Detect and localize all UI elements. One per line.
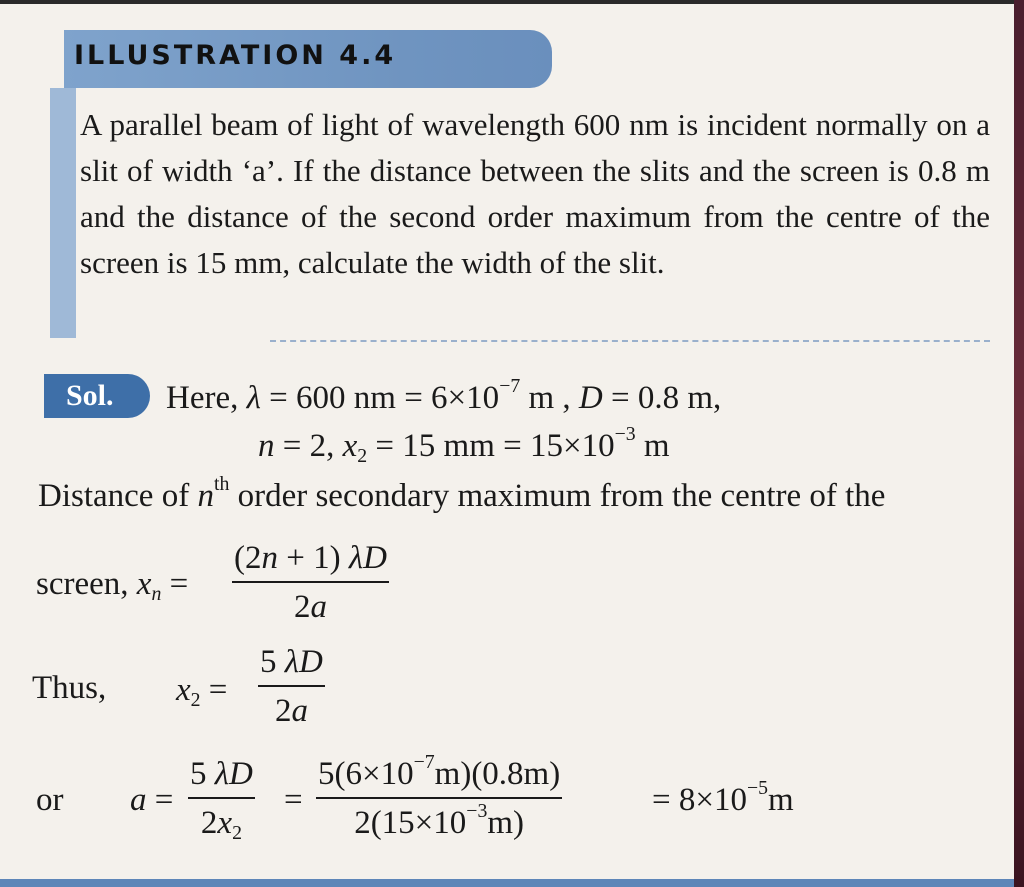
fraction-a-numeric: $\frac{5(6\times 10^{-7}m)(0.8m)}{2(15\times 10^{-3}m)}$ [318, 751, 561, 841]
solution-badge-label: Sol. [66, 379, 114, 412]
given-values-line-2: n = 2, $x_2 = 15$ mm = $15\times 10^{-3}$ m [258, 423, 670, 467]
fraction-x2: $\frac{5 \lambda D}{2a}$ [260, 644, 323, 729]
screen-label: screen, [36, 566, 129, 602]
equals-sign: = [284, 782, 303, 818]
x2-lhs: $x_2$ = [176, 672, 228, 711]
problem-statement: A parallel beam of light of wavelength 600 nm is incident normally on a slit of width ‘a’. If the distance between the slits and the screen is 0.8 m and the distance of the second order maximum from the centre of the screen is 15 mm, calculate the width of the slit. [80, 107, 990, 280]
fraction-a-symbolic: $\frac{5 \lambda D}{2x_2}$ [190, 756, 253, 844]
final-result: = $8\times 10^{-5}m$ [652, 777, 794, 818]
here-label: Here, [166, 380, 239, 416]
statement-line: Distance of $n^{th}$ order secondary maximum from the centre of the [38, 473, 886, 514]
or-label: or [36, 782, 64, 818]
section-divider [270, 340, 990, 342]
given-values-line-1: Here, λ = 600 nm = $6\times 10^{-7}$ m , D = 0.8 m, [166, 375, 722, 416]
bottom-border [0, 879, 1014, 887]
fraction-general: $\frac{(2n + 1) \lambda D}{2a}$ [234, 540, 387, 625]
page-edge-strip [1014, 0, 1024, 887]
a-lhs: a = [130, 782, 174, 818]
top-border [0, 0, 1014, 4]
illustration-title: ILLUSTRATION 4.4 [74, 40, 397, 71]
problem-side-bar [50, 88, 76, 338]
thus-label: Thus, [32, 670, 107, 706]
screen-formula-label: screen, $x_n$ = [36, 566, 189, 605]
